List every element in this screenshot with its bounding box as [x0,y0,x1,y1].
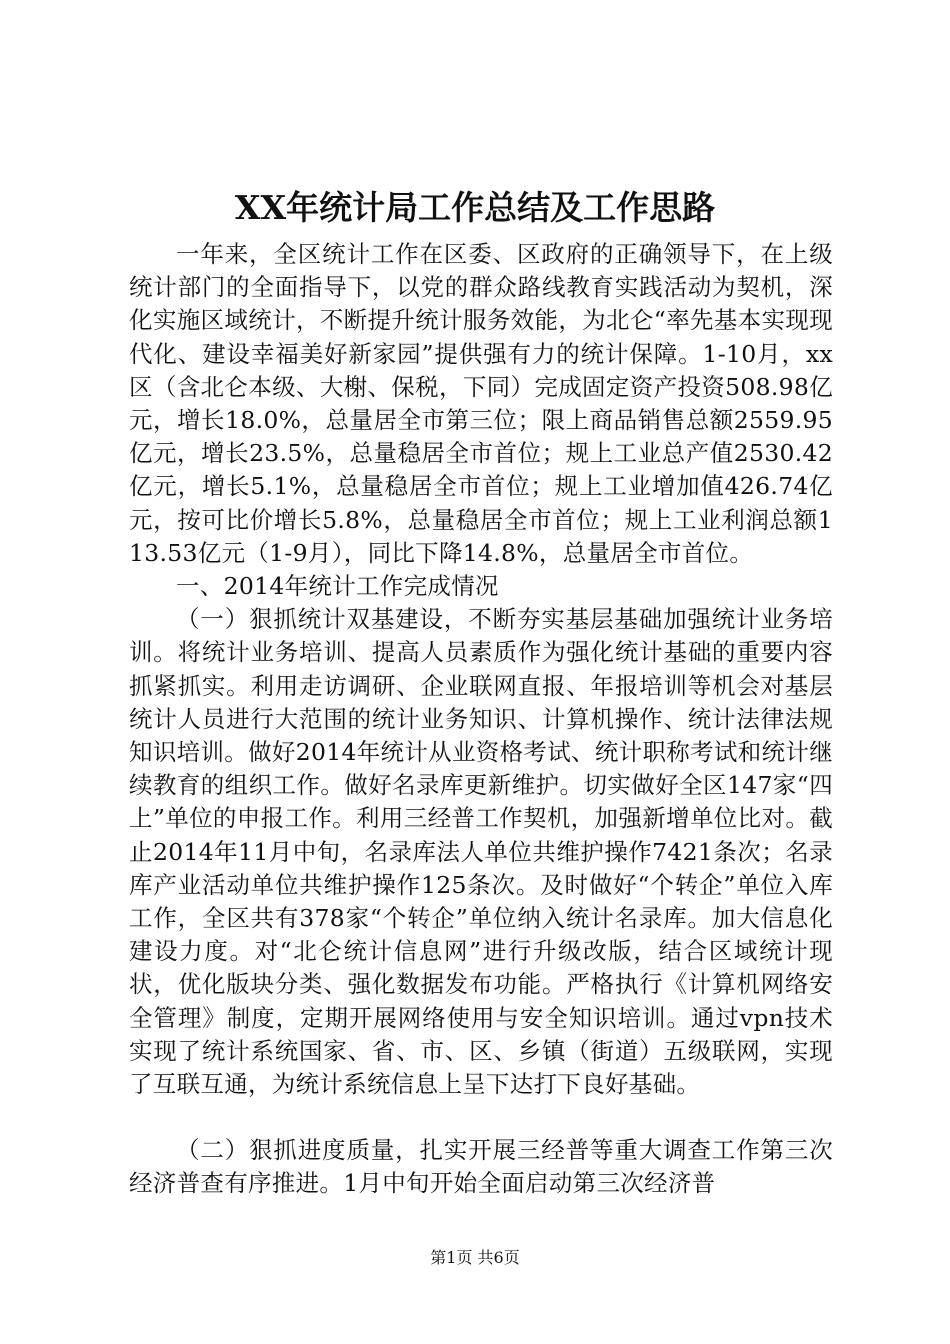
document-title: XX年统计局工作总结及工作思路 [234,188,716,227]
section-paragraph-1: （一）狠抓统计双基建设，不断夯实基层基础加强统计业务培训。将统计业务培训、提高人员素质作为强化统计基础的重要内容抓紧抓实。利用走访调研、企业联网直报、年报培训等机会对基层统计人员进行大范围的统计业务知识、计算机操作、统计法律法规知识培训。做好2014年统计从业资格考试、统计职称考试和统计继续教育的组织工作。做好名录库更新维护。切实做好全区147家“四上”单位的申报工作。利用三经普工作契机，加强新增单位比对。截止2014年11月中旬，名录库法人单位共维护操作7421条次；名录库产业活动单位共维护操作125条次。及时做好“个转企”单位入库工作，全区共有378家“个转企”单位纳入统计名录库。加大信息化建设力度。对“北仑统计信息网”进行升级改版，结合区域统计现状，优化版块分类、强化数据发布功能。严格执行《计算机网络安全管理》制度，定期开展网络使用与安全知识培训。通过vpn技术实现了统计系统国家、省、市、区、乡镇（街道）五级联网，实现了互联互通，为统计系统信息上呈下达打下良好基础。 [129,605,834,1099]
page-indicator: 第1页 共6页 [430,1248,520,1267]
section-paragraph-2: （二）狠抓进度质量，扎实开展三经普等重大调查工作第三次经济普查有序推进。1月中旬开始全面启动第三次经济普 [129,1136,833,1198]
section-heading: 一、2014年统计工作完成情况 [176,572,499,601]
document-body [129,238,833,1201]
intro-paragraph: 一年来，全区统计工作在区委、区政府的正确领导下，在上级统计部门的全面指导下，以党的群众路线教育实践活动为契机，深化实施区域统计，不断提升统计服务效能，为北仑“率先基本实现现代化、建设幸福美好新家园”提供强有力的统计保障。1-10月，xx区（含北仑本级、大榭、保税，下同）完成固定资产投资508.98亿元，增长18.0%，总量居全市第三位；限上商品销售总额2559.95亿元，增长23.5%，总量稳居全市首位；规上工业总产值2530.42亿元，增长5.1%，总量稳居全市首位；规上工业增加值426.74亿元，按可比价增长5.8%，总量稳居全市首位；规上工业利润总额113.53亿元（1-9月），同比下降14.8%，总量居全市首位。 [129,240,833,567]
